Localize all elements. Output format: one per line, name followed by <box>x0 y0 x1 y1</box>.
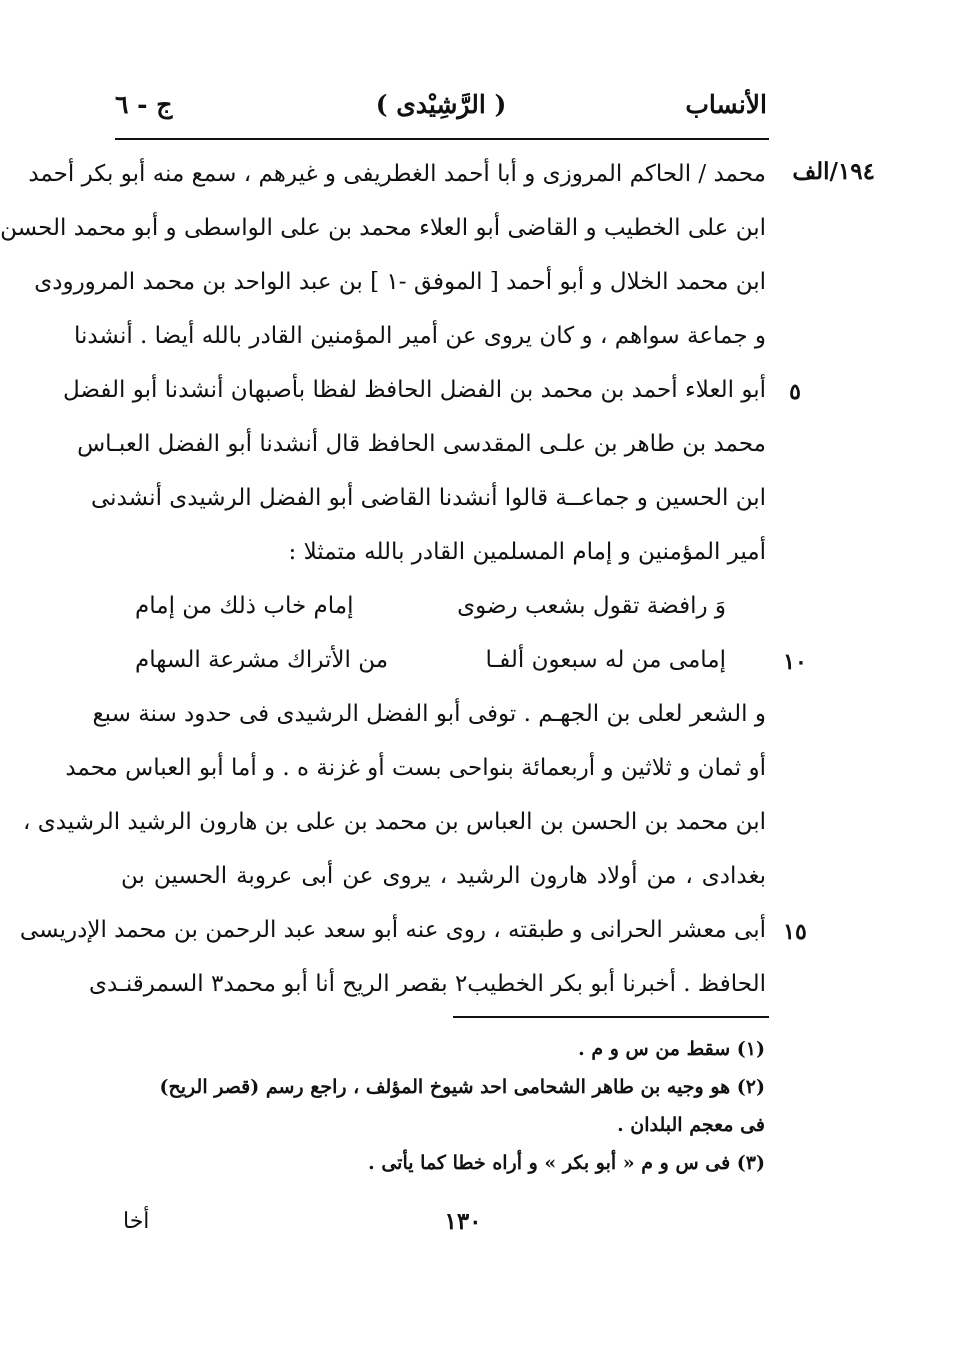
verse-first-hemistich: وَ رافضة تقول بشعب رضوى <box>457 593 726 619</box>
text-line: أبو العلاء أحمد بن محمد بن الفضل الحافظ لفظا بأصبهان أنشدنا أبو الفضل <box>62 377 766 403</box>
page-number: ١٣٠ <box>444 1208 482 1235</box>
verse-second-hemistich: إمام خاب ذلك من إمام <box>135 593 354 619</box>
text-line: أمير المؤمنين و إمام المسلمين القادر بالله متمثلا : <box>288 539 766 565</box>
text-line: بغدادى ، من أولاد هارون الرشيد ، يروى عن أبى عروبة الحسين بن <box>121 863 766 889</box>
header-book-title: الأنساب <box>685 90 767 119</box>
footnotes <box>115 1030 765 1182</box>
text-line: ابن محمد الخلال و أبو أحمد [ الموفق -١ ] بن عبد الواحد بن محمد المرورودى <box>34 269 766 295</box>
text-line: أبى معشر الحرانى و طبقته ، روى عنه أبو سعد عبد الرحمن بن محمد الإدريسى <box>19 917 766 943</box>
verse-line <box>121 638 766 692</box>
header-rule <box>115 138 769 140</box>
text-line: محمد / الحاكم المروزى و أبا أحمد الغطريفى و غيرهم ، سمع منه أبو بكر أحمد <box>28 161 766 187</box>
running-header <box>115 88 767 126</box>
text-line: محمد بن طاهر بن علـى المقدسى الحافظ قال أنشدنا أبو الفضل العبـاس <box>77 431 766 457</box>
line-number: ١٥ <box>783 919 807 945</box>
header-volume: ج - ٦ <box>115 90 173 119</box>
text-line: ابن على الخطيب و القاضى أبو العلاء محمد بن على الواسطى و أبو محمد الحسن <box>0 215 766 241</box>
manuscript-folio-ref: ١٩٤/الف <box>792 158 875 185</box>
catchword: أخا <box>123 1209 150 1234</box>
verse-line <box>121 584 766 638</box>
text-line: ابن الحسين و جماعــة قالوا أنشدنا القاضى أبو الفضل الرشيدى أنشدنى <box>91 485 766 511</box>
text-line: ابن محمد بن الحسن بن العباس بن محمد بن على بن هارون الرشيد الرشيدى ، <box>23 809 766 835</box>
verse-first-hemistich: إمامى من له سبعون ألفـا <box>485 647 726 673</box>
text-line: و جماعة سواهم ، و كان يروى عن أمير المؤمنين القادر بالله أيضا . أنشدنا <box>73 323 766 349</box>
line-number: ٥ <box>789 379 801 405</box>
verse-second-hemistich: من الأتراك مشرعة السهام <box>135 647 389 673</box>
line-number: ١٠ <box>783 649 807 675</box>
text-line: و الشعر لعلى بن الجهـم . توفى أبو الفضل الرشيدى فى حدود سنة سبع <box>92 701 766 727</box>
footnote-continuation: فى معجم البلدان . <box>617 1114 765 1136</box>
footnote: (١) سقط من س و م . <box>578 1038 765 1060</box>
header-entry-title: ( الرَّشِيْدى ) <box>375 90 507 119</box>
footnote-rule <box>453 1016 769 1018</box>
footnote: (٣) فى س و م « أبو بكر » و أراه خطا كما يأتى . <box>368 1152 765 1174</box>
text-line: أو ثمان و ثلاثين و أربعمائة بنواحى بست أو غزنة ه . و أما أبو العباس محمد <box>65 755 766 781</box>
main-text <box>0 152 766 1016</box>
text-line: الحافظ . أخبرنا أبو بكر الخطيب٢ بقصر الريح أنا أبو محمد٣ السمرقنـدى <box>89 971 766 997</box>
footnote: (٢) هو وجيه بن طاهر الشحامى احد شيوخ المؤلف ، راجع رسم (قصر الريح) <box>159 1076 765 1098</box>
